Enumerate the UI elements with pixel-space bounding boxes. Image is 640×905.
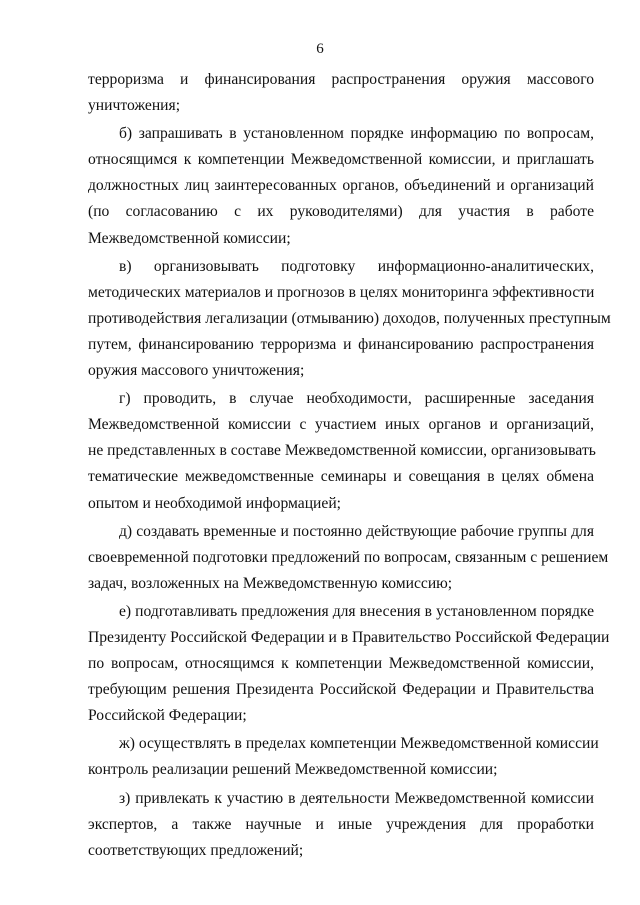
text-line: не представленных в составе Межведомственной комиссии, организовывать xyxy=(88,442,596,460)
text-line: путем, финансированию терроризма и финансированию распространения xyxy=(88,335,594,353)
text-line: б) запрашивать в установленном порядке информацию по вопросам, xyxy=(119,125,594,143)
text-line: должностных лиц заинтересованных органов, объединений и организаций xyxy=(88,177,594,195)
text-line: з) привлекать к участию в деятельности Межведомственной комиссии xyxy=(119,789,594,807)
paragraph-zh xyxy=(88,731,599,783)
text-line: ж) осуществлять в пределах компетенции Межведомственной комиссии xyxy=(119,735,599,753)
paragraph-z xyxy=(88,786,594,864)
text-line: относящимся к компетенции Межведомственной комиссии, и приглашать xyxy=(88,151,594,169)
paragraph-e xyxy=(88,599,610,729)
paragraph-d xyxy=(88,519,609,597)
paragraph-b xyxy=(88,121,594,251)
text-line: Президенту Российской Федерации и в Правительство Российской Федерации xyxy=(88,628,610,646)
paragraph-g xyxy=(88,386,594,516)
text-line: Межведомственной комиссии; xyxy=(88,229,291,247)
text-line: требующим решения Президента Российской Федерации и Правительства xyxy=(88,681,594,699)
text-line: контроль реализации решений Межведомственной комиссии; xyxy=(88,761,498,779)
text-line: соответствующих предложений; xyxy=(88,841,304,859)
paragraph-v xyxy=(88,254,611,384)
text-line: методических материалов и прогнозов в целях мониторинга эффективности xyxy=(88,283,595,301)
text-line: (по согласованию с их руководителями) для участия в работе xyxy=(88,203,594,221)
text-line: уничтожения; xyxy=(88,97,181,115)
text-line: тематические межведомственные семинары и совещания в целях обмена xyxy=(88,468,594,486)
text-line: задач, возложенных на Межведомственную комиссию; xyxy=(88,574,453,592)
text-line: опытом и необходимой информацией; xyxy=(88,494,342,512)
text-line: оружия массового уничтожения; xyxy=(88,362,305,380)
text-line: по вопросам, относящимся к компетенции Межведомственной комиссии, xyxy=(88,655,594,673)
text-line: Межведомственной комиссии с участием иных органов и организаций, xyxy=(88,416,594,434)
text-line: д) создавать временные и постоянно действующие рабочие группы для xyxy=(119,522,594,540)
text-line: в) организовывать подготовку информационно-аналитических, xyxy=(119,257,594,275)
document-body xyxy=(88,67,611,864)
text-line: г) проводить, в случае необходимости, расширенные заседания xyxy=(119,390,594,408)
text-line: противодействия легализации (отмыванию) доходов, полученных преступным xyxy=(88,309,611,327)
paragraph-continuation xyxy=(88,67,594,119)
text-line: экспертов, а также научные и иные учреждения для проработки xyxy=(88,815,594,833)
page-number: 6 xyxy=(316,41,324,57)
text-line: своевременной подготовки предложений по вопросам, связанным с решением xyxy=(88,548,609,566)
text-line: е) подготавливать предложения для внесения в установленном порядке xyxy=(119,602,594,620)
text-line: Российской Федерации; xyxy=(88,707,247,725)
text-line: терроризма и финансирования распространения оружия массового xyxy=(88,71,594,88)
